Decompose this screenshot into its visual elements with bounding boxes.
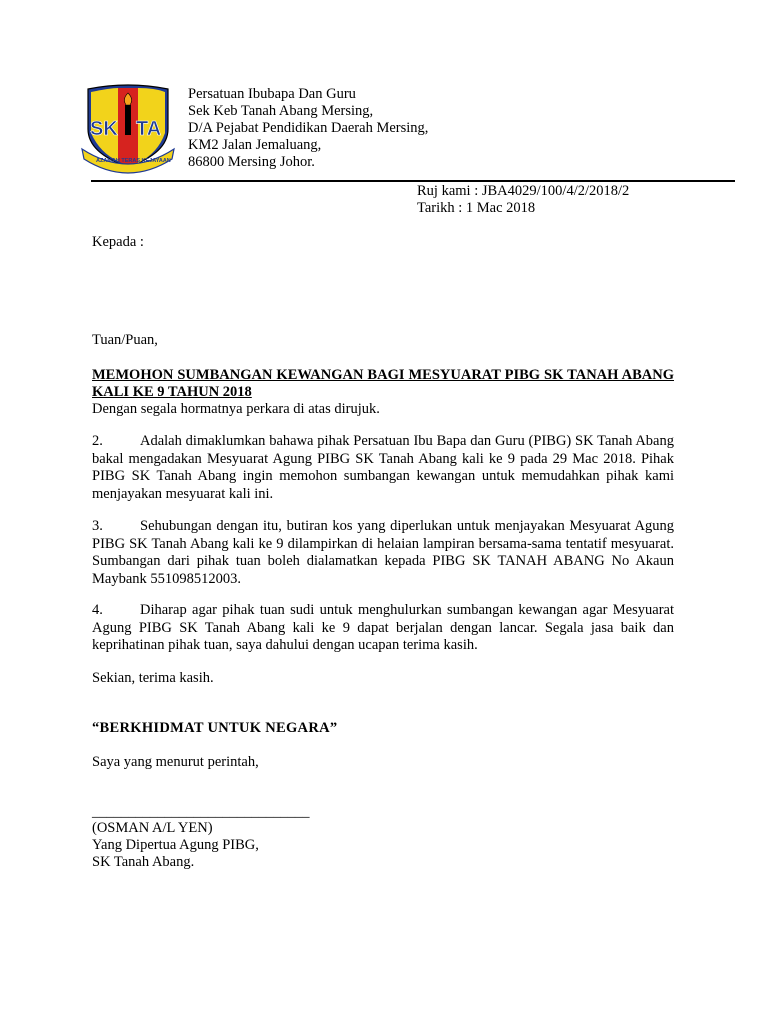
org-line-4: KM2 Jalan Jemaluang, (188, 137, 322, 153)
paragraph-text: Diharap agar pihak tuan sudi untuk menghulurkan sumbangan kewangan agar Mesyuarat Agung PIBG SK Tanah Abang kali ke 9 dapat berjalan dengan lancar. Segala jasa baik dan keprihatinan pihak tuan, saya dahului dengan ucapan terima kasih. (92, 602, 674, 653)
organization-address (188, 86, 428, 171)
motto: “BERKHIDMAT UNTUK NEGARA” (92, 720, 338, 736)
paragraph-4 (92, 602, 674, 655)
crest-icon (80, 83, 176, 175)
paragraph-text: Sehubungan dengan itu, butiran kos yang diperlukan untuk menjayakan Mesyuarat Agung PIBG SK Tanah Abang kali ke 9 dilampirkan di helaian lampiran bersama-sama tentatif mesyuarat. Sumbangan dari pihak tuan boleh dialamatkan kepada PIBG SK TANAH ABANG No Akaun Maybank 551098512003. (92, 518, 674, 587)
org-line-3: D/A Pejabat Pendidikan Daerah Mersing, (188, 120, 429, 136)
order-line: Saya yang menurut perintah, (92, 754, 259, 770)
org-line-1: Persatuan Ibubapa Dan Guru (188, 86, 356, 102)
school-crest-logo (80, 83, 176, 175)
letter-subject: MEMOHON SUMBANGAN KEWANGAN BAGI MESYUARAT PIBG SK TANAH ABANG KALI KE 9 TAHUN 2018 (92, 367, 674, 400)
signatory-name: (OSMAN A/L YEN) (92, 820, 213, 836)
org-line-2: Sek Keb Tanah Abang Mersing, (188, 103, 374, 119)
crest-monogram-left: SK (90, 118, 118, 140)
org-line-5: 86800 Mersing Johor. (188, 154, 315, 170)
crest-monogram-right: TA (136, 118, 162, 140)
recipient-label: Kepada : (92, 234, 144, 250)
paragraph-text: Adalah dimaklumkan bahawa pihak Persatuan Ibu Bapa dan Guru (PIBG) SK Tanah Abang bakal mengadakan Mesyuarat Agung PIBG SK Tanah Abang kali ke 9 pada 29 Mac 2018. Pihak PIBG SK Tanah Abang ingin memohon sumbangan kewangan untuk memudahkan pihak kami menjayakan mesyuarat kali ini. (92, 433, 674, 502)
intro-line: Dengan segala hormatnya perkara di atas dirujuk. (92, 401, 380, 417)
reference-block (417, 183, 629, 217)
reference-number: Ruj kami : JBA4029/100/4/2/2018/2 (417, 183, 630, 199)
signature-line: ______________________________ (92, 804, 310, 820)
paragraph-2 (92, 433, 674, 503)
signatory-title: Yang Dipertua Agung PIBG, (92, 837, 259, 853)
letter-date: Tarikh : 1 Mac 2018 (417, 200, 536, 216)
closing-line: Sekian, terima kasih. (92, 670, 214, 686)
signatory-school: SK Tanah Abang. (92, 854, 195, 870)
paragraph-number: 4. (92, 602, 103, 618)
svg-text:AZAMAH TERAS KEJAYAAN: AZAMAH TERAS KEJAYAAN (96, 158, 171, 164)
salutation: Tuan/Puan, (92, 332, 158, 348)
paragraph-number: 3. (92, 518, 103, 534)
paragraph-number: 2. (92, 433, 103, 449)
paragraph-3 (92, 518, 674, 588)
signatory-block (92, 820, 259, 871)
header-divider (91, 180, 735, 182)
